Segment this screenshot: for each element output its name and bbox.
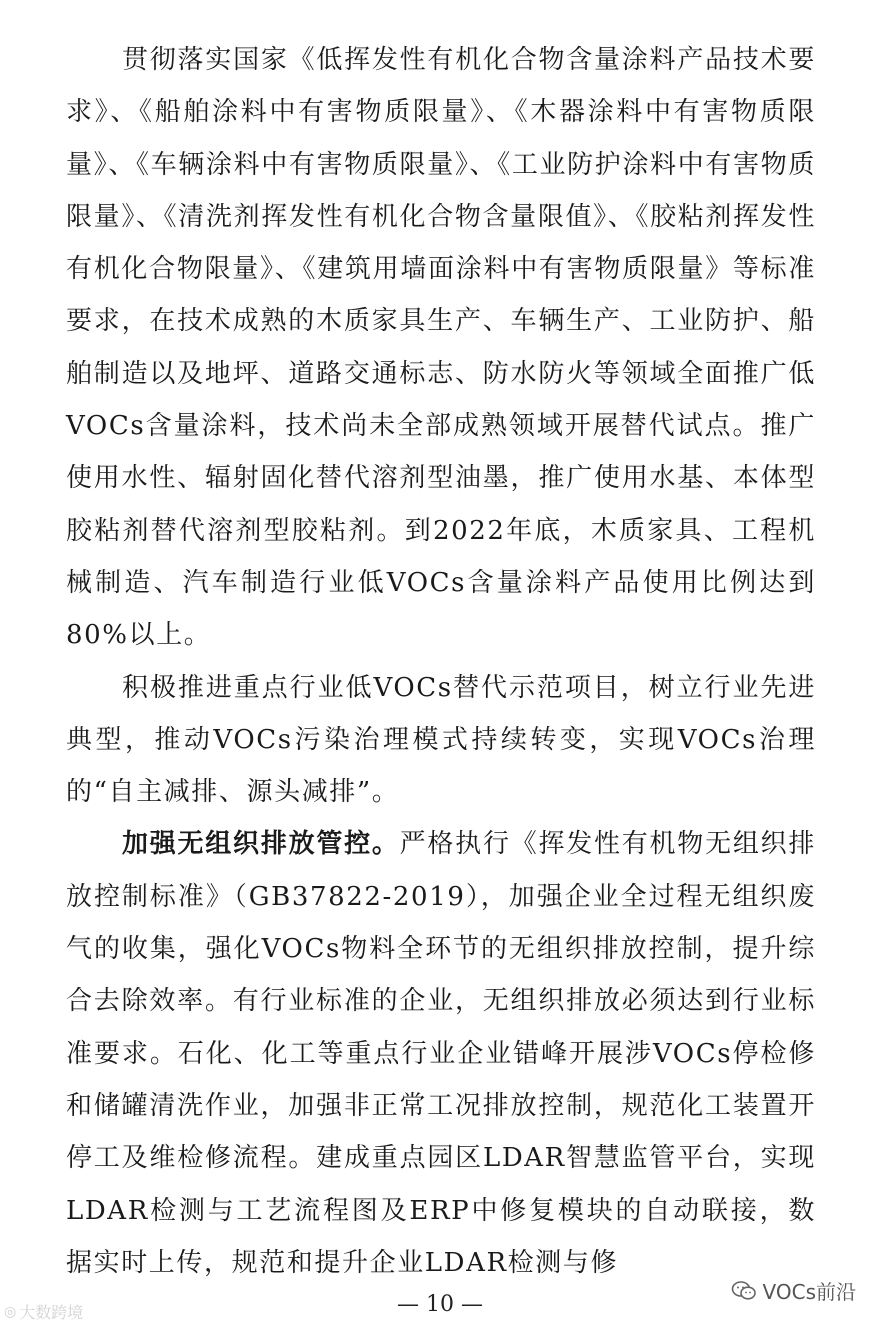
watermark-left [4,1300,83,1323]
paragraph-1 [66,34,816,662]
watermark-right [731,1276,856,1305]
watermark-right-text: VOCs前沿 [762,1280,856,1304]
paragraph-2-text: 积极推进重点行业低VOCs替代示范项目，树立行业先进典型，推动VOCs污染治理模式持续转变，实现VOCs治理的“自主减排、源头减排”。 [66,672,816,808]
watermark-left-text: 大数跨境 [19,1303,84,1322]
body-text [66,34,816,1289]
paragraph-1-text: 贯彻落实国家《低挥发性有机化合物含量涂料产品技术要求》、《船舶涂料中有害物质限量》、《木器涂料中有害物质限量》、《车辆涂料中有害物质限量》、《工业防护涂料中有害物质限量》、《清洗剂挥发性有机化合物含量限值》、《胶粘剂挥发性有机化合物限量》、《建筑用墙面涂料中有害物质限量》等标准要求，在技术成熟的木质家具生产、车辆生产、工业防护、船舶制造以及地坪、道路交通标志、防水防火等领域全面推广低VOCs含量涂料，技术尚未全部成熟领域开展替代试点。推广使用水性、辐射固化替代溶剂型油墨，推广使用水基、本体型胶粘剂替代溶剂型胶粘剂。到2022年底，木质家具、工程机械制造、汽车制造行业低VOCs含量涂料产品使用比例达到80%以上。 [66,45,816,651]
paragraph-3-lead: 加强无组织排放管控。 [122,829,400,860]
paragraph-2 [66,662,816,819]
paragraph-3-text: 严格执行《挥发性有机物无组织排放控制标准》（GB37822-2019），加强企业全过程无组织废气的收集，强化VOCs物料全环节的无组织排放控制，提升综合去除效率。有行业标准的企业，无组织排放必须达到行业标准要求。石化、化工等重点行业企业错峰开展涉VOCs停检修和储罐清洗作业，加强非正常工况排放控制，规范化工装置开停工及维检修流程。建成重点园区LDAR智慧监管平台，实现LDAR检测与工艺流程图及ERP中修复模块的自动联接，数据实时上传，规范和提升企业LDAR检测与修 [66,829,816,1278]
brand-logo-icon: ◎ [4,1303,17,1320]
wechat-icon [731,1280,757,1302]
page-number: — 10 — [397,1292,483,1317]
paragraph-3 [66,818,816,1289]
